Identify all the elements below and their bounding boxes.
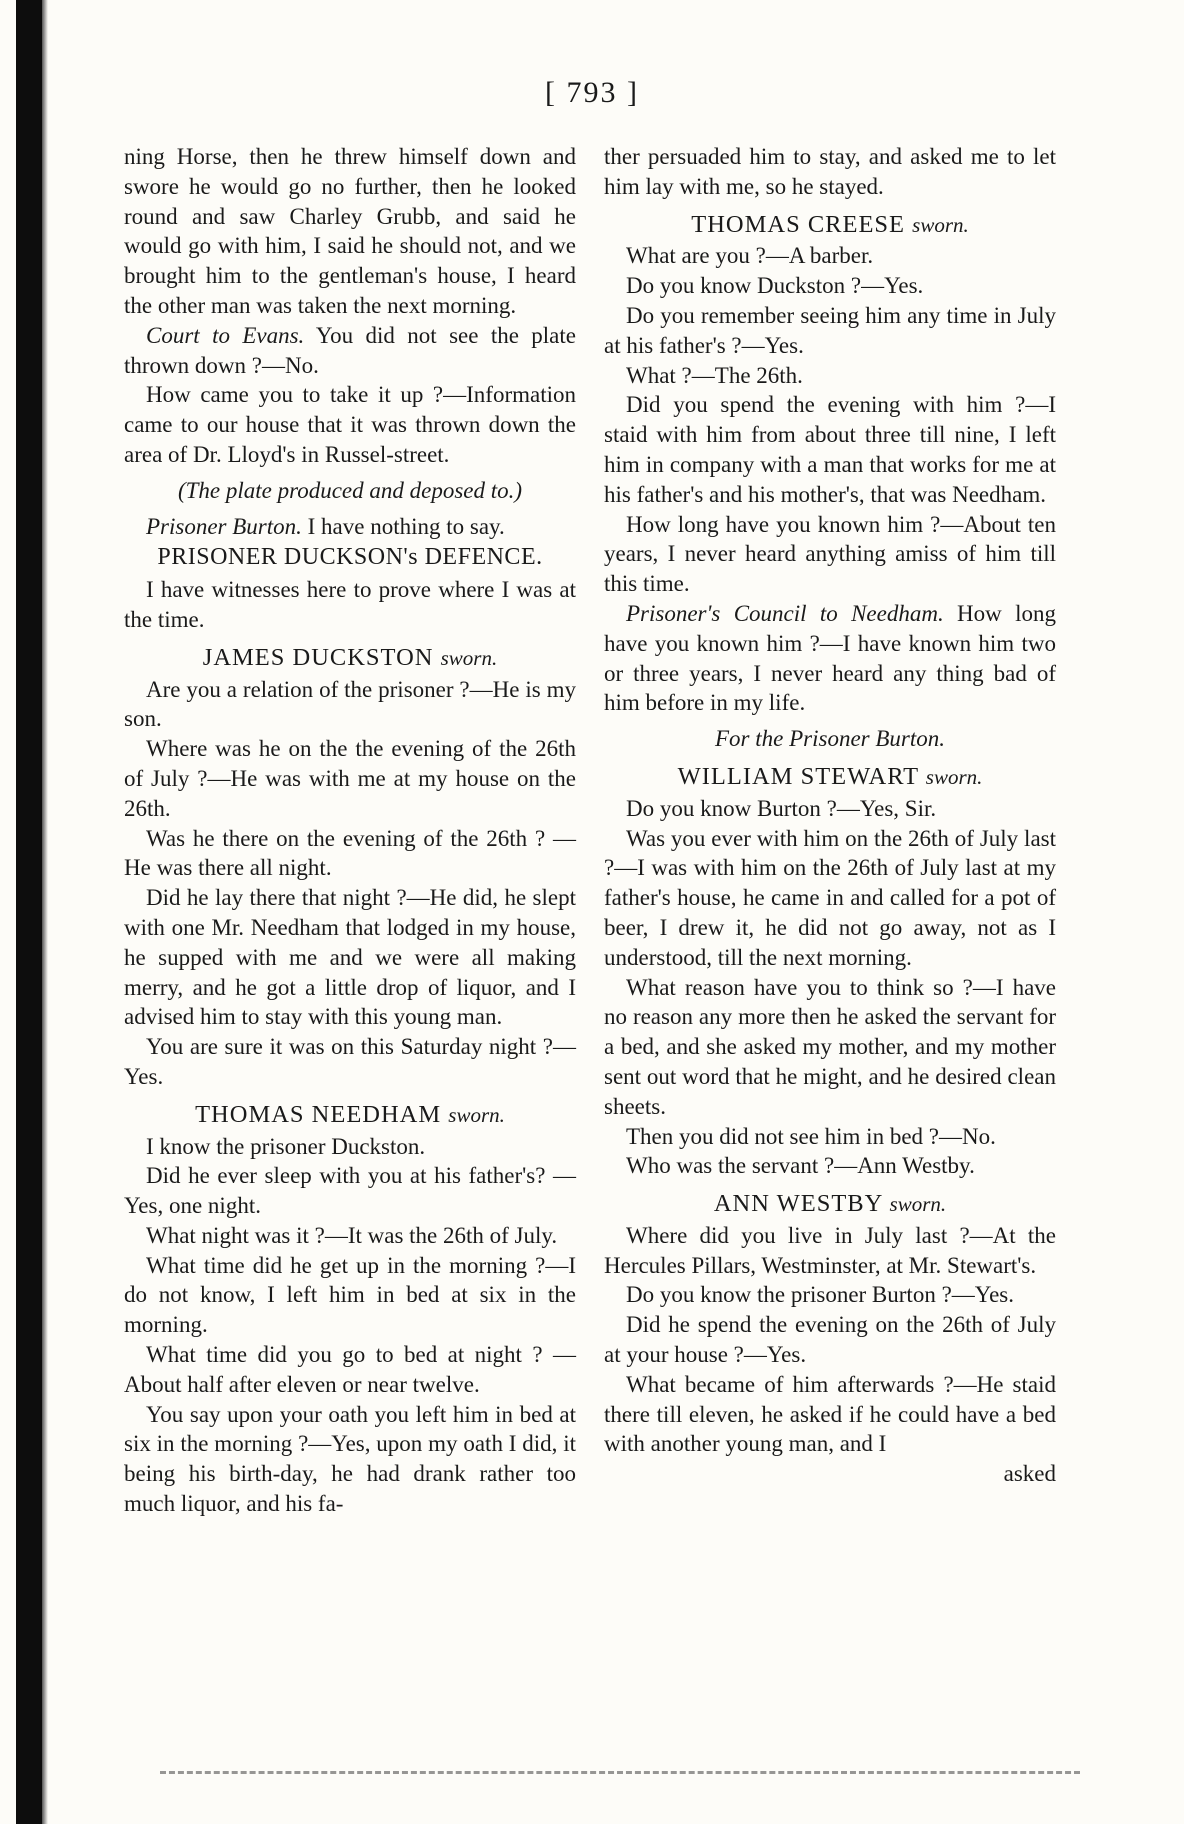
testimony-text: Did he spend the evening on the 26th of July at your house ?—Yes.	[604, 1312, 1056, 1368]
testimony-text: Who was the servant ?—Ann Westby.	[626, 1153, 975, 1179]
witness-name: JAMES DUCKSTON	[202, 643, 434, 671]
testimony-text: What time did he get up in the morning ?—I do not know, I left him in bed at six in the morning.	[124, 1252, 576, 1338]
sworn-label: sworn.	[440, 645, 498, 670]
testimony-text: Do you know the prisoner Burton ?—Yes.	[626, 1282, 1015, 1308]
testimony-paragraph	[124, 1400, 576, 1519]
testimony-text: What became of him afterwards ?—He staid there till eleven, he asked if he could have a bed with another young man, and I	[604, 1371, 1056, 1457]
testimony-paragraph	[124, 575, 576, 635]
italic-note: For the Prisoner Burton.	[715, 726, 945, 752]
witness-heading	[604, 1189, 1056, 1220]
page-number: [ 793 ]	[545, 76, 639, 109]
testimony-text: Do you know Duckston ?—Yes.	[626, 273, 924, 299]
witness-name: ANN WESTBY	[713, 1190, 883, 1218]
witness-heading	[604, 210, 1056, 241]
testimony-text: How long have you known him ?—I have known him two or three years, I never heard any thing bad of him before in my life.	[604, 600, 1056, 716]
sworn-label: sworn.	[448, 1102, 505, 1127]
testimony-text: What time did you go to bed at night ? —About half after eleven or near twelve.	[124, 1342, 576, 1397]
speaker-label: Court to Evans.	[146, 322, 305, 348]
book-spine-shadow	[16, 0, 42, 1824]
witness-name: THOMAS CREESE	[691, 210, 906, 238]
testimony-text: Did he lay there that night ?—He did, he slept with one Mr. Needham that lodged in my house, he supped with me and we were all making merry, and he got a little drop of liquor, and I advised him to stay with this young man.	[124, 885, 576, 1030]
speaker-label: Prisoner's Council to Needham.	[626, 600, 944, 626]
bottom-rule	[160, 1771, 1080, 1777]
testimony-paragraph	[604, 241, 1056, 271]
defence-heading: PRISONER DUCKSON's DEFENCE.	[157, 544, 543, 571]
testimony-paragraph	[604, 390, 1056, 509]
testimony-text: You did not see the plate thrown down ?—No.	[124, 322, 576, 378]
testimony-paragraph	[604, 361, 1056, 391]
testimony-text: You are sure it was on this Saturday night ?—Yes.	[124, 1034, 576, 1089]
testimony-text: Was he there on the evening of the 26th ? —He was there all night.	[124, 825, 576, 881]
sworn-label: sworn.	[912, 212, 969, 237]
testimony-text: I have witnesses here to prove where I was at the time.	[124, 577, 576, 632]
testimony-paragraph	[124, 1161, 576, 1221]
testimony-text: How came you to take it up ?—Information came to our house that it was thrown down the area of Dr. Lloyd's in Russel-street.	[124, 382, 576, 467]
testimony-paragraph	[124, 1221, 576, 1251]
witness-name: THOMAS NEEDHAM	[195, 1100, 442, 1128]
testimony-paragraph	[124, 675, 576, 735]
witness-heading	[604, 762, 1056, 793]
testimony-text: What night was it ?—It was the 26th of July.	[146, 1222, 558, 1248]
testimony-paragraph	[604, 824, 1056, 973]
witness-heading	[124, 643, 576, 674]
testimony-text: What ?—The 26th.	[626, 362, 803, 388]
testimony-text: Did he ever sleep with you at his father's? —Yes, one night.	[124, 1163, 576, 1219]
testimony-paragraph	[124, 1032, 576, 1092]
sworn-label: sworn.	[925, 764, 983, 789]
testimony-paragraph	[604, 271, 1056, 301]
testimony-text: How long have you known him ?—About ten years, I never heard anything amiss of him till this time.	[604, 511, 1056, 597]
testimony-paragraph	[604, 301, 1056, 361]
testimony-text: You say upon your oath you left him in bed at six in the morning ?—Yes, upon my oath I did, it being his birth-day, he had drank rather too much liquor, and his fa-	[124, 1401, 576, 1517]
testimony-text: Then you did not see him in bed ?—No.	[626, 1123, 996, 1149]
testimony-paragraph	[124, 1340, 576, 1400]
witness-heading	[124, 1100, 576, 1131]
spine-edge	[42, 0, 48, 1824]
testimony-paragraph	[124, 380, 576, 469]
testimony-text: What are you ?—A barber.	[626, 243, 874, 269]
testimony-paragraph	[124, 824, 576, 884]
left-column	[124, 142, 576, 1519]
testimony-paragraph	[604, 1122, 1056, 1152]
testimony-text: Are you a relation of the prisoner ?—He is my son.	[124, 676, 576, 732]
testimony-paragraph	[124, 1251, 576, 1340]
testimony-text: Where was he on the the evening of the 26th of July ?—He was with me at my house on the 26th.	[124, 736, 576, 821]
testimony-paragraph	[604, 794, 1056, 824]
testimony-paragraph	[604, 599, 1056, 718]
testimony-paragraph	[124, 1132, 576, 1162]
testimony-text: I have nothing to say.	[301, 513, 505, 539]
testimony-text: I know the prisoner Duckston.	[146, 1133, 426, 1159]
catchword: asked	[1003, 1461, 1056, 1487]
speaker-label: Prisoner Burton.	[146, 513, 302, 539]
testimony-paragraph	[604, 1310, 1056, 1370]
sworn-label: sworn.	[889, 1192, 947, 1217]
testimony-paragraph	[604, 973, 1056, 1122]
testimony-text: Did you spend the evening with him ?—I staid with him from about three till nine, I left him in company with a man that works for me at his father's and his mother's, that was Needham.	[604, 392, 1056, 507]
testimony-paragraph	[124, 734, 576, 823]
testimony-paragraph	[604, 1221, 1056, 1281]
testimony-paragraph	[604, 1280, 1056, 1310]
testimony-text: Was you ever with him on the 26th of July last ?—I was with him on the 26th of July last at my father's house, he came in and called for a pot of beer, I drew it, he did not go away, not as I understood, till the next morning.	[604, 825, 1056, 970]
testimony-paragraph	[124, 512, 576, 542]
right-column	[604, 142, 1056, 1489]
testimony-text: Where did you live in July last ?—At the Hercules Pillars, Westminster, at Mr. Stewart's.	[604, 1222, 1056, 1278]
testimony-text: Do you know Burton ?—Yes, Sir.	[626, 795, 937, 821]
witness-name: WILLIAM STEWART	[677, 762, 919, 790]
testimony-text: Do you remember seeing him any time in July at his father's ?—Yes.	[604, 302, 1056, 358]
testimony-paragraph	[604, 1370, 1056, 1459]
testimony-paragraph	[124, 883, 576, 1032]
italic-note: (The plate produced and deposed to.)	[177, 477, 523, 503]
testimony-paragraph	[604, 510, 1056, 599]
continued-paragraph: ther persuaded him to stay, and asked me to let him lay with me, so he stayed.	[604, 144, 1056, 199]
testimony-paragraph	[124, 321, 576, 381]
testimony-paragraph	[604, 1151, 1056, 1181]
continued-paragraph: ning Horse, then he threw himself down and swore he would go no further, then he looked round and saw Charley Grubb, and said he would go with him, I said he should not, and we brought him to the gentleman's house, I heard the other man was taken the next morning.	[124, 144, 576, 318]
testimony-text: What reason have you to think so ?—I have no reason any more then he asked the servant for a bed, and she asked my mother, and my mother sent out word that he might, and he desired clean sheets.	[604, 974, 1056, 1119]
